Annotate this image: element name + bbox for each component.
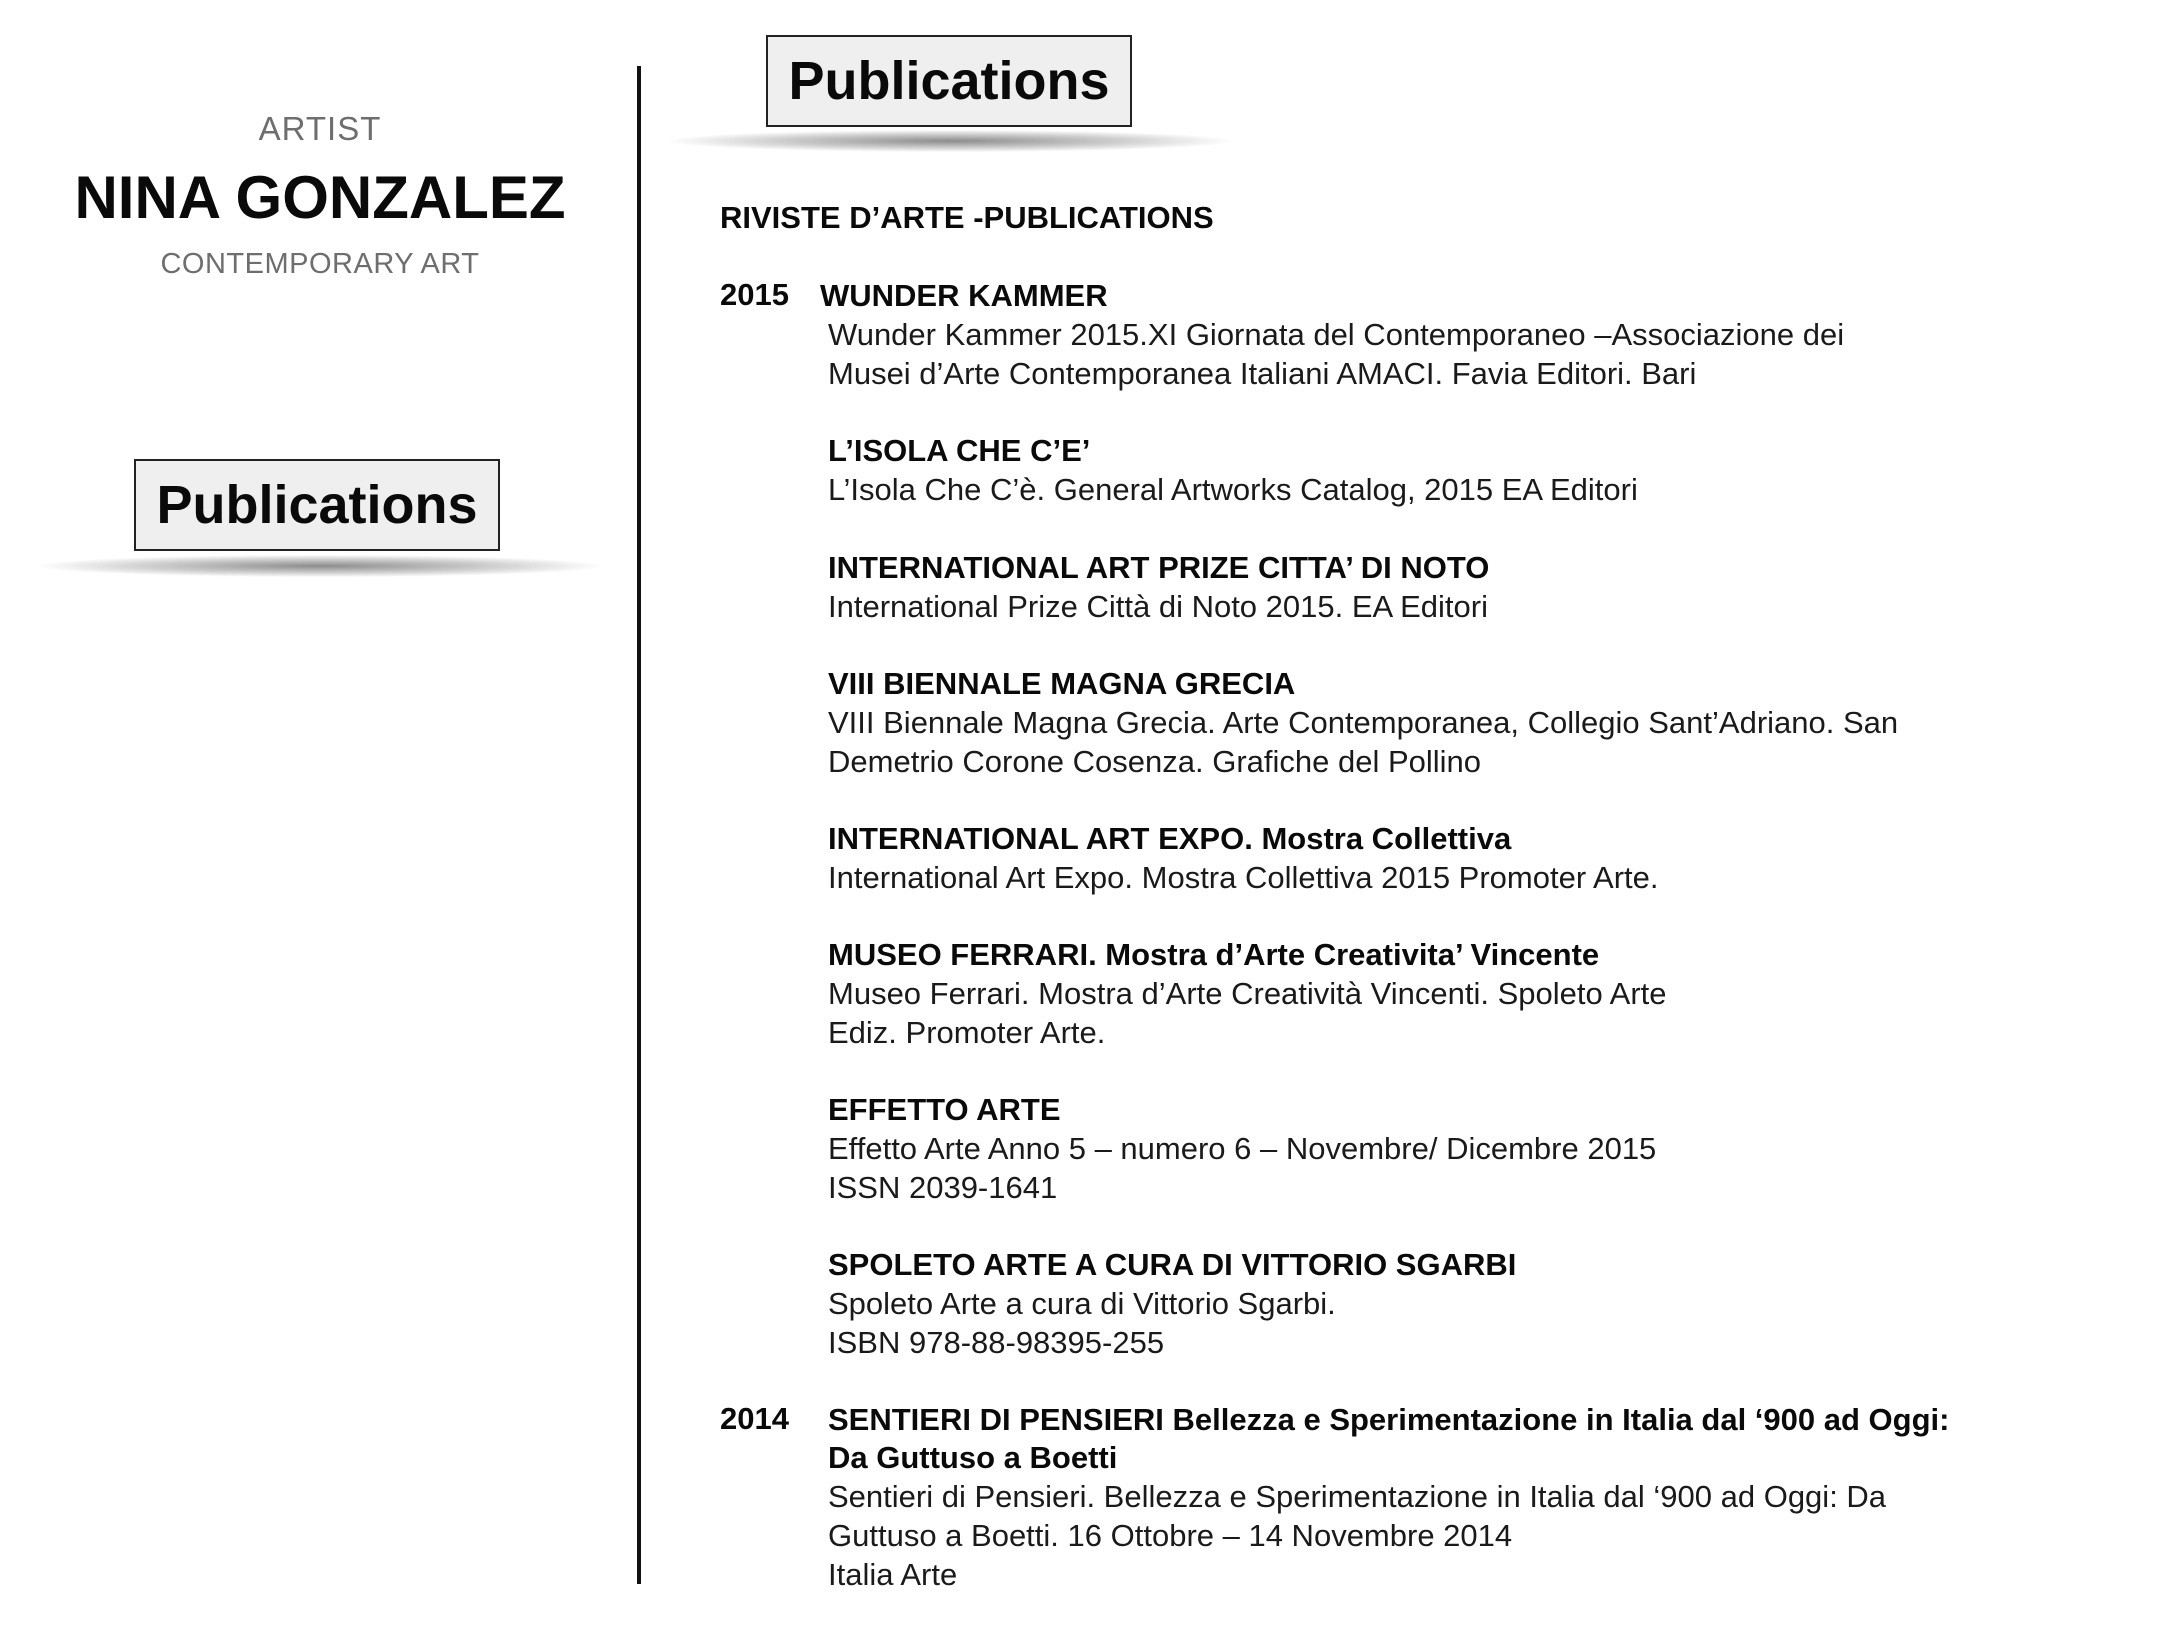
artist-subtitle: CONTEMPORARY ART [160,248,480,280]
publication-title: WUNDER KAMMER [820,278,1108,313]
publication-title: MUSEO FERRARI. Mostra d’Arte Creativita’ Vincente [828,937,1600,972]
publication-description: Effetto Arte Anno 5 – numero 6 – Novembre/ Dicembre 2015 ISSN 2039-1641 [828,1131,1657,1205]
publication-description: International Art Expo. Mostra Collettiva 2015 Promoter Arte. [828,860,1659,895]
sidebar [0,0,640,1640]
publication-title: EFFETTO ARTE [828,1092,1061,1127]
publication-description: Spoleto Arte a cura di Vittorio Sgarbi. ISBN 978-88-98395-255 [828,1286,1336,1360]
publication-entry [828,1246,2128,1362]
publication-title: SPOLETO ARTE A CURA DI VITTORIO SGARBI [828,1247,1517,1282]
publication-description: International Prize Città di Noto 2015. EA Editori [828,589,1488,624]
header-section-badge: Publications [766,35,1132,127]
publication-description: Sentieri di Pensieri. Bellezza e Sperimentazione in Italia dal ‘900 ad Oggi: Da Guttuso a Boetti. 16 Ottobre – 14 Novembre 2014 Italia Arte [828,1479,1887,1592]
artist-name: NINA GONZALEZ [74,164,566,231]
publication-entry [828,432,2128,509]
publication-title: VIII BIENNALE MAGNA GRECIA [828,666,1296,701]
section-title: RIVISTE D’ARTE -PUBLICATIONS [720,200,1214,235]
publication-description: VIII Biennale Magna Grecia. Arte Contemporanea, Collegio Sant’Adriano. San Demetrio Corone Cosenza. Grafiche del Pollino [828,705,1899,779]
year-label: 2014 [720,1401,789,1436]
sidebar-section-badge: Publications [134,459,500,551]
publication-entry [828,549,2128,626]
publication-entry [828,936,2128,1052]
publication-description: L’Isola Che C’è. General Artworks Catalog, 2015 EA Editori [828,472,1638,507]
sidebar-badge-shadow [40,555,600,577]
publication-entry [828,1401,2128,1594]
publication-entry [828,820,2128,897]
publication-entry [828,1091,2128,1207]
publication-description: Museo Ferrari. Mostra d’Arte Creatività Vincenti. Spoleto Arte Ediz. Promoter Arte. [828,976,1667,1050]
publication-description: Wunder Kammer 2015.XI Giornata del Contemporaneo –Associazione dei Musei d’Arte Contemporanea Italiani AMACI. Favia Editori. Bari [828,317,1845,391]
publication-title: INTERNATIONAL ART EXPO. Mostra Collettiva [828,821,1512,856]
header-badge-shadow [670,130,1230,152]
year-label: 2015 [720,277,789,312]
publication-title: INTERNATIONAL ART PRIZE CITTA’ DI NOTO [828,550,1490,585]
publication-entry [828,665,2128,781]
publication-title: L’ISOLA CHE C’E’ [828,433,1091,468]
artist-label: ARTIST [258,110,382,147]
publication-title: SENTIERI DI PENSIERI Bellezza e Sperimentazione in Italia dal ‘900 ad Oggi: Da Guttuso a Boetti [828,1402,1950,1475]
vertical-divider [637,66,641,1584]
publication-entry [820,277,2120,393]
